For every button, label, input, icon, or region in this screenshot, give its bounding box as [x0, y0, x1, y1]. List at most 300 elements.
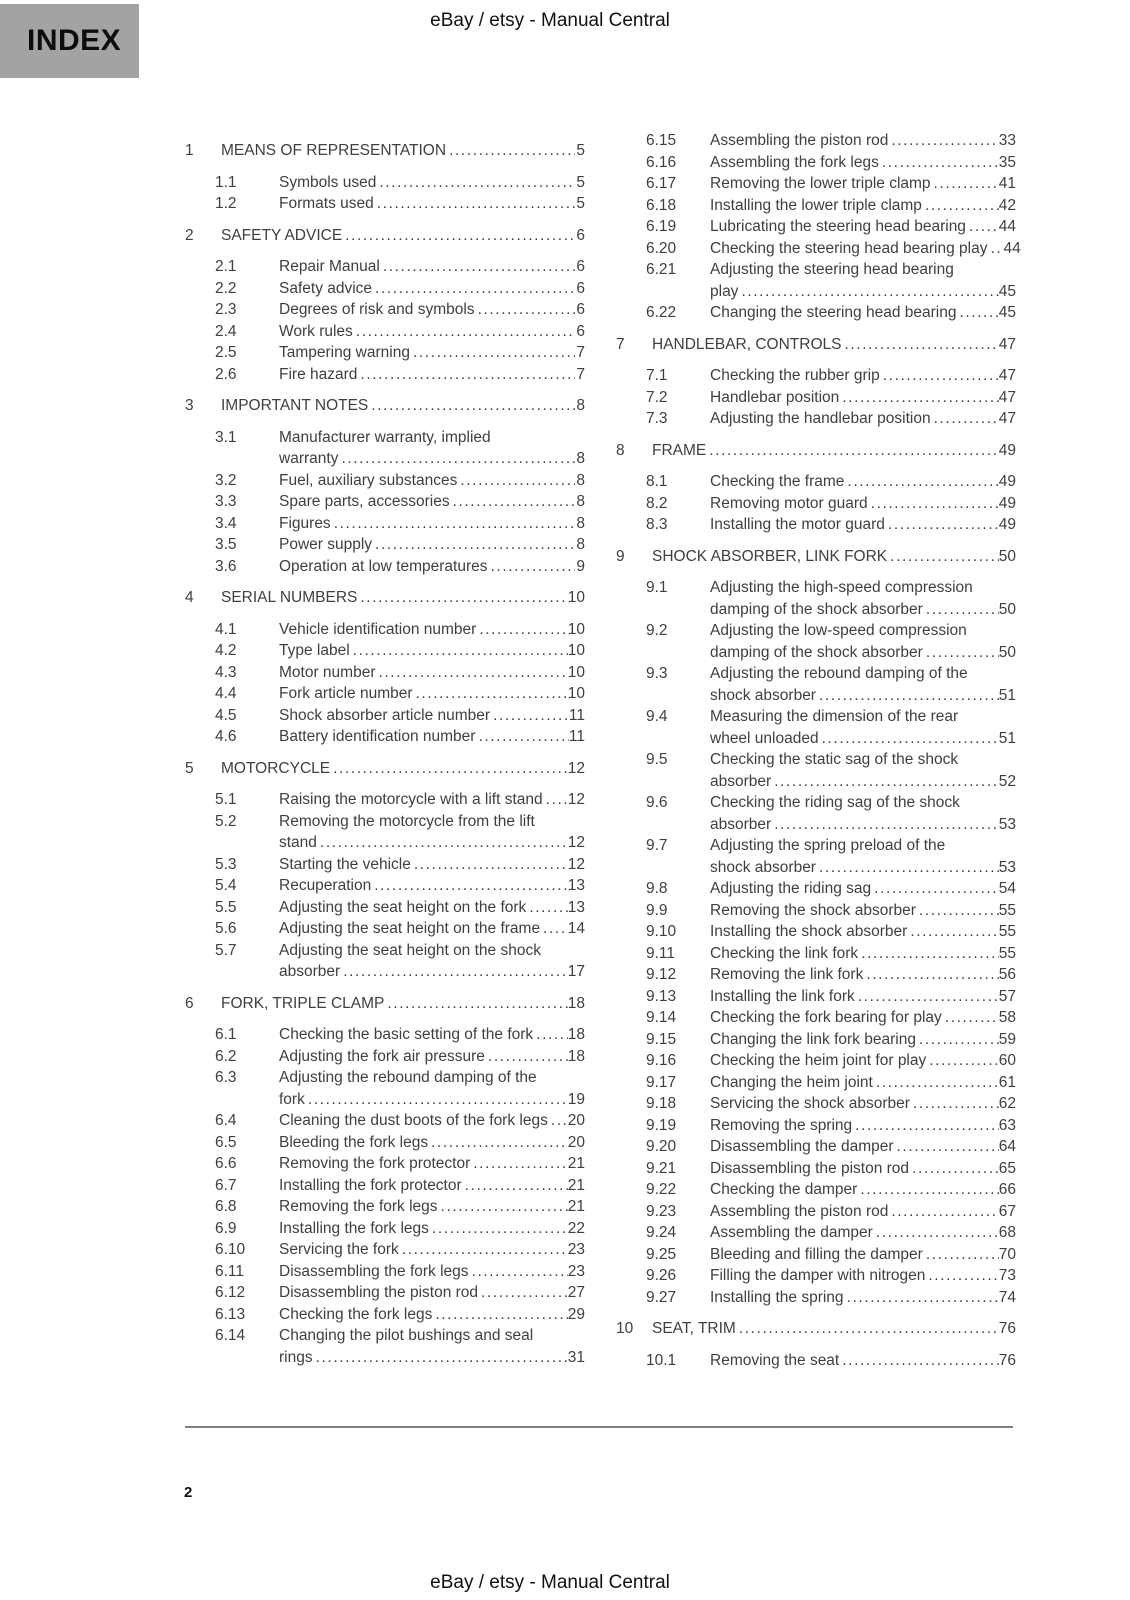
entry-last-line: [279, 1347, 585, 1369]
entry-title: Recuperation: [279, 877, 372, 894]
dot-leader: [374, 193, 575, 215]
toc-sub-entry[interactable]: [185, 1196, 585, 1218]
dot-leader: [399, 1239, 568, 1261]
toc-sub-entry[interactable]: [185, 1261, 585, 1283]
toc-sub-entry[interactable]: [185, 1132, 585, 1154]
entry-last-line: [710, 1093, 1016, 1115]
entry-body: [279, 1304, 585, 1326]
entry-title-line: Adjusting the low-speed compression: [710, 622, 967, 639]
entry-title: Spare parts, accessories: [279, 493, 450, 510]
toc-sub-entry[interactable]: [616, 195, 1016, 217]
toc-sub-entry[interactable]: [185, 1304, 585, 1326]
entry-number: 9.8: [646, 880, 668, 897]
toc-sub-entry[interactable]: [185, 1239, 585, 1261]
dot-leader: [353, 321, 575, 343]
toc-sub-entry[interactable]: [185, 172, 585, 194]
entry-title: Shock absorber article number: [279, 706, 491, 724]
entry-number: 9.1: [646, 579, 668, 596]
entry-number: 9.7: [646, 837, 668, 854]
entry-number: 9: [616, 547, 625, 565]
dot-leader: [887, 546, 999, 568]
entry-page-number: 51: [998, 729, 1016, 747]
entry-title-line: Removing the motorcycle from the lift: [279, 812, 535, 830]
entry-page-number: 12: [567, 759, 585, 777]
toc-sub-entry[interactable]: [185, 918, 585, 940]
entry-page-number: 18: [567, 994, 585, 1012]
toc-sub-entry[interactable]: [185, 897, 585, 919]
entry-last-line: [710, 1029, 1016, 1051]
entry-last-line: [221, 225, 585, 247]
entry-number: 6.4: [215, 1112, 237, 1129]
toc-sub-entry[interactable]: [185, 342, 585, 364]
entry-last-line: [710, 921, 1016, 943]
entry-last-line: [279, 726, 585, 748]
entry-body: [221, 993, 585, 1015]
toc-sub-entry[interactable]: [616, 1265, 1016, 1287]
entry-number: 6.14: [215, 1327, 246, 1344]
entry-title: Work rules: [279, 322, 353, 340]
toc-sub-entry[interactable]: [616, 577, 1016, 620]
entry-title: IMPORTANT NOTES: [221, 397, 369, 414]
toc-chapter-entry[interactable]: [616, 1318, 1016, 1340]
entry-page-number: 20: [567, 1112, 585, 1129]
entry-page-number: 18: [567, 1047, 585, 1065]
dot-leader: [916, 1029, 999, 1051]
entry-page-number: 67: [998, 1202, 1016, 1220]
entry-body: [279, 513, 585, 535]
dot-leader: [330, 758, 568, 780]
toc-sub-entry[interactable]: [616, 792, 1016, 835]
entry-page-number: 50: [998, 643, 1016, 661]
toc-sub-entry[interactable]: [185, 1325, 585, 1368]
entry-page-number: 41: [998, 175, 1016, 192]
entry-title: Tampering warning: [279, 344, 410, 361]
entry-page-number: 11: [568, 728, 585, 745]
toc-sub-entry[interactable]: [185, 491, 585, 513]
entry-number: 3: [185, 397, 194, 414]
entry-last-line: [279, 1024, 585, 1046]
toc-sub-entry[interactable]: [616, 921, 1016, 943]
toc-sub-entry[interactable]: [185, 1024, 585, 1046]
entry-page-number: 53: [998, 858, 1016, 876]
entry-title: HANDLEBAR, CONTROLS: [652, 335, 842, 353]
entry-last-line: [710, 1244, 1016, 1266]
toc-chapter-entry[interactable]: [185, 587, 585, 609]
entry-last-line: [279, 1239, 585, 1261]
entry-page-number: 23: [567, 1262, 585, 1280]
entry-last-line: [710, 1350, 1016, 1372]
entry-last-line: [710, 1115, 1016, 1137]
toc-sub-entry[interactable]: [616, 1050, 1016, 1072]
entry-page-number: 10: [567, 642, 585, 659]
entry-title: Adjusting the fork air pressure: [279, 1047, 485, 1065]
toc-sub-entry[interactable]: [616, 173, 1016, 195]
toc-sub-entry[interactable]: [185, 662, 585, 684]
entry-number: 8.2: [646, 494, 668, 512]
entry-page-number: 12: [567, 834, 585, 851]
entry-last-line: [652, 440, 1016, 462]
toc-sub-entry[interactable]: [616, 216, 1016, 238]
toc-sub-entry[interactable]: [616, 964, 1016, 986]
dot-leader: [428, 1132, 568, 1154]
entry-number: 4.5: [215, 706, 237, 724]
toc-sub-entry[interactable]: [616, 1201, 1016, 1223]
toc-sub-entry[interactable]: [616, 514, 1016, 536]
entry-page-number: 63: [998, 1116, 1016, 1134]
entry-title: Removing motor guard: [710, 494, 868, 512]
toc-sub-entry[interactable]: [185, 193, 585, 215]
entry-title: Starting the vehicle: [279, 855, 411, 873]
toc-sub-entry[interactable]: [616, 130, 1016, 152]
entry-title: Disassembling the fork legs: [279, 1262, 469, 1280]
entry-last-line: [652, 334, 1016, 356]
entry-title: FRAME: [652, 441, 707, 459]
entry-number: 10: [616, 1320, 634, 1337]
toc-sub-entry[interactable]: [185, 534, 585, 556]
toc-sub-entry[interactable]: [185, 1046, 585, 1068]
entry-body: [710, 216, 1016, 238]
toc-sub-entry[interactable]: [616, 302, 1016, 324]
entry-body: [279, 1046, 585, 1068]
entry-body: [279, 556, 585, 578]
toc-sub-entry[interactable]: [185, 726, 585, 748]
entry-body: [710, 835, 1016, 878]
entry-body: [279, 278, 585, 300]
entry-title: Bleeding the fork legs: [279, 1133, 429, 1151]
entry-body: [652, 334, 1016, 356]
entry-number: 2: [185, 226, 194, 244]
entry-body: [710, 749, 1016, 792]
entry-title: SEAT, TRIM: [652, 1320, 736, 1337]
entry-title: damping of the shock absorber: [710, 600, 923, 618]
toc-sub-entry[interactable]: [185, 875, 585, 897]
entry-last-line: [279, 491, 585, 513]
toc-sub-entry[interactable]: [616, 1029, 1016, 1051]
dot-leader: [888, 130, 998, 152]
entry-body: [279, 342, 585, 364]
toc-sub-entry[interactable]: [616, 706, 1016, 749]
entry-page-number: 9: [576, 557, 585, 575]
toc-sub-entry[interactable]: [616, 1093, 1016, 1115]
toc-sub-entry[interactable]: [185, 556, 585, 578]
toc-sub-entry[interactable]: [185, 789, 585, 811]
entry-title: SERIAL NUMBERS: [221, 589, 358, 606]
toc-sub-entry[interactable]: [616, 900, 1016, 922]
toc-sub-entry[interactable]: [185, 811, 585, 854]
toc-sub-entry[interactable]: [616, 493, 1016, 515]
toc-sub-entry[interactable]: [185, 683, 585, 705]
toc-sub-entry[interactable]: [185, 705, 585, 727]
entry-last-line: [710, 814, 1016, 836]
toc-sub-entry[interactable]: [185, 1282, 585, 1304]
entry-page-number: 10: [567, 589, 585, 606]
dot-leader: [350, 640, 568, 662]
toc-sub-entry[interactable]: [616, 878, 1016, 900]
entry-title: fork: [279, 1090, 305, 1108]
toc-sub-entry[interactable]: [616, 238, 1021, 260]
entry-body: [279, 811, 585, 854]
entry-title: SAFETY ADVICE: [221, 226, 343, 244]
entry-last-line: [710, 302, 1016, 324]
toc-sub-entry[interactable]: [185, 278, 585, 300]
entry-title: Adjusting the handlebar position: [710, 410, 931, 427]
entry-page-number: 54: [998, 880, 1016, 897]
toc-sub-entry[interactable]: [616, 365, 1016, 387]
dot-leader: [413, 683, 568, 705]
toc-sub-entry[interactable]: [616, 1222, 1016, 1244]
toc-sub-entry[interactable]: [616, 749, 1016, 792]
toc-sub-entry[interactable]: [185, 1218, 585, 1240]
entry-number: 6.16: [646, 153, 677, 171]
entry-last-line: [710, 1050, 1016, 1072]
dot-leader: [931, 408, 999, 430]
entry-number: 9.20: [646, 1138, 677, 1155]
toc-sub-entry[interactable]: [185, 640, 585, 662]
entry-body: [710, 1179, 1016, 1201]
dot-leader: [771, 814, 999, 836]
entry-body: [279, 918, 585, 940]
entry-number: 9.10: [646, 923, 677, 940]
dot-leader: [987, 238, 1003, 260]
entry-page-number: 45: [998, 282, 1016, 300]
entry-body: [279, 534, 585, 556]
entry-page-number: 8: [576, 514, 585, 532]
entry-number: 6.1: [215, 1026, 237, 1043]
entry-title: Raising the motorcycle with a lift stand: [279, 791, 543, 808]
entry-title: Lubricating the steering head bearing: [710, 218, 966, 235]
entry-body: [652, 546, 1016, 568]
entry-number: 2.2: [215, 279, 237, 297]
toc-chapter-entry[interactable]: [185, 140, 585, 162]
toc-sub-entry[interactable]: [616, 152, 1016, 174]
dot-leader: [470, 1153, 567, 1175]
entry-number: 3.1: [215, 428, 237, 446]
entry-number: 9.15: [646, 1030, 677, 1048]
entry-number: 6.12: [215, 1284, 246, 1301]
dot-leader: [925, 1265, 998, 1287]
entry-body: [221, 395, 585, 417]
entry-body: [279, 705, 585, 727]
toc-sub-entry[interactable]: [185, 1067, 585, 1110]
toc-sub-entry[interactable]: [616, 471, 1016, 493]
toc-chapter-entry[interactable]: [616, 546, 1016, 568]
entry-page-number: 6: [576, 258, 585, 275]
entry-title: Operation at low temperatures: [279, 557, 488, 575]
entry-page-number: 55: [998, 923, 1016, 940]
entry-body: [710, 1201, 1016, 1223]
entry-title-line: Adjusting the spring preload of the: [710, 837, 946, 854]
toc-chapter-entry[interactable]: [185, 993, 585, 1015]
entry-body: [279, 940, 585, 983]
entry-page-number: 20: [567, 1133, 585, 1151]
toc-sub-entry[interactable]: [185, 619, 585, 641]
entry-page-number: 60: [998, 1052, 1016, 1069]
entry-last-line: [710, 408, 1016, 430]
entry-title: Bleeding and filling the damper: [710, 1245, 923, 1263]
entry-last-line: [710, 1136, 1016, 1158]
entry-number: 6.6: [215, 1155, 237, 1172]
toc-chapter-entry[interactable]: [616, 440, 1016, 462]
dot-leader: [736, 1318, 999, 1340]
entry-number: 9.3: [646, 665, 668, 682]
toc-sub-entry[interactable]: [185, 470, 585, 492]
entry-title: Changing the link fork bearing: [710, 1030, 916, 1048]
entry-number: 1: [185, 142, 194, 159]
toc-sub-entry[interactable]: [616, 408, 1016, 430]
entry-title: MOTORCYCLE: [221, 759, 331, 777]
entry-title: Filling the damper with nitrogen: [710, 1267, 926, 1284]
dot-leader: [331, 513, 575, 535]
entry-body: [279, 364, 585, 386]
entry-page-number: 56: [998, 966, 1016, 983]
toc-sub-entry[interactable]: [616, 943, 1016, 965]
entry-page-number: 47: [998, 388, 1016, 406]
entry-page-number: 76: [998, 1351, 1016, 1369]
entry-page-number: 55: [998, 944, 1016, 962]
entry-title: shock absorber: [710, 686, 816, 704]
toc-sub-entry[interactable]: [616, 1158, 1016, 1180]
entry-number: 4: [185, 589, 194, 606]
toc-sub-entry[interactable]: [616, 663, 1016, 706]
toc-chapter-entry[interactable]: [616, 334, 1016, 356]
page-number: 2: [184, 1484, 193, 1501]
entry-body: [279, 172, 585, 194]
entry-title: Removing the spring: [710, 1116, 853, 1134]
toc-sub-entry[interactable]: [185, 1175, 585, 1197]
toc-sub-entry[interactable]: [616, 986, 1016, 1008]
toc-sub-entry[interactable]: [616, 1179, 1016, 1201]
entry-last-line: [710, 195, 1016, 217]
entry-page-number: 51: [998, 686, 1016, 704]
dot-leader: [873, 1072, 999, 1094]
toc-sub-entry[interactable]: [616, 1350, 1016, 1372]
entry-body: [279, 1024, 585, 1046]
dot-leader: [372, 534, 575, 556]
toc-sub-entry[interactable]: [185, 1153, 585, 1175]
entry-page-number: 53: [998, 815, 1016, 833]
dot-leader: [923, 599, 999, 621]
entry-number: 5.5: [215, 898, 237, 916]
toc-sub-entry[interactable]: [185, 321, 585, 343]
toc-sub-entry[interactable]: [616, 1244, 1016, 1266]
entry-body: [710, 1244, 1016, 1266]
toc-chapter-entry[interactable]: [185, 758, 585, 780]
toc-sub-entry[interactable]: [616, 1287, 1016, 1309]
entry-title: Checking the rubber grip: [710, 367, 880, 384]
entry-number: 9.16: [646, 1052, 677, 1069]
entry-body: [710, 921, 1016, 943]
toc-sub-entry[interactable]: [616, 620, 1016, 663]
entry-page-number: 12: [567, 791, 585, 808]
entry-last-line: [710, 216, 1016, 238]
entry-last-line: [279, 1110, 585, 1132]
entry-title: Motor number: [279, 663, 376, 681]
entry-title: Cleaning the dust boots of the fork legs: [279, 1112, 548, 1129]
dot-leader: [476, 619, 567, 641]
entry-last-line: [279, 448, 585, 470]
entry-page-number: 7: [576, 365, 585, 383]
entry-title: Fork article number: [279, 685, 413, 702]
entry-page-number: 21: [567, 1155, 585, 1172]
entry-number: 1.1: [215, 173, 237, 191]
toc-sub-entry[interactable]: [616, 1115, 1016, 1137]
toc-sub-entry[interactable]: [185, 364, 585, 386]
entry-last-line: [279, 1046, 585, 1068]
entry-body: [221, 758, 585, 780]
entry-body: [710, 1072, 1016, 1094]
entry-last-line: [710, 493, 1016, 515]
entry-title: Assembling the piston rod: [710, 1202, 889, 1220]
entry-body: [710, 1136, 1016, 1158]
entry-page-number: 49: [998, 441, 1016, 459]
toc-sub-entry[interactable]: [185, 299, 585, 321]
entry-title-line: Adjusting the rebound damping of the: [710, 665, 968, 682]
entry-number: 6.11: [215, 1262, 245, 1280]
dot-leader: [368, 395, 575, 417]
entry-last-line: [710, 173, 1016, 195]
entry-body: [710, 1287, 1016, 1309]
toc-sub-entry[interactable]: [185, 940, 585, 983]
dot-leader: [490, 705, 569, 727]
entry-title: Disassembling the damper: [710, 1138, 894, 1155]
toc-sub-entry[interactable]: [185, 427, 585, 470]
entry-last-line: [279, 683, 585, 705]
dot-leader: [526, 897, 567, 919]
toc-sub-entry[interactable]: [616, 1072, 1016, 1094]
entry-body: [652, 440, 1016, 462]
entry-body: [710, 1265, 1016, 1287]
entry-number: 6.15: [646, 132, 677, 149]
toc-sub-entry[interactable]: [185, 513, 585, 535]
entry-last-line: [279, 854, 585, 876]
toc-chapter-entry[interactable]: [185, 395, 585, 417]
entry-title-line: Adjusting the rebound damping of the: [279, 1069, 537, 1086]
entry-page-number: 10: [567, 620, 585, 638]
dot-leader: [357, 587, 567, 609]
entry-page-number: 47: [998, 410, 1016, 427]
entry-body: [279, 1325, 585, 1368]
toc-sub-entry[interactable]: [616, 1136, 1016, 1158]
entry-body: [279, 193, 585, 215]
entry-body: [710, 792, 1016, 835]
dot-leader: [942, 1007, 999, 1029]
dot-leader: [771, 771, 999, 793]
dot-leader: [384, 993, 567, 1015]
entry-number: 9.21: [646, 1159, 677, 1177]
toc-chapter-entry[interactable]: [185, 225, 585, 247]
toc-sub-entry[interactable]: [616, 1007, 1016, 1029]
entry-number: 3.4: [215, 514, 237, 532]
entry-page-number: 5: [576, 142, 585, 159]
toc-sub-entry[interactable]: [185, 1110, 585, 1132]
entry-number: 3.5: [215, 536, 237, 553]
toc-sub-entry[interactable]: [616, 835, 1016, 878]
toc-sub-entry[interactable]: [185, 854, 585, 876]
entry-page-number: 45: [998, 304, 1016, 321]
toc-sub-entry[interactable]: [616, 387, 1016, 409]
entry-body: [710, 493, 1016, 515]
entry-title: SHOCK ABSORBER, LINK FORK: [652, 547, 888, 565]
dot-leader: [916, 900, 999, 922]
toc-sub-entry[interactable]: [616, 259, 1016, 302]
entry-number: 9.11: [646, 944, 676, 962]
entry-page-number: 21: [567, 1198, 585, 1215]
entry-title: Checking the basic setting of the fork: [279, 1026, 534, 1043]
dot-leader: [841, 334, 998, 356]
toc-sub-entry[interactable]: [185, 256, 585, 278]
entry-number: 5: [185, 759, 194, 777]
entry-last-line: [279, 1304, 585, 1326]
